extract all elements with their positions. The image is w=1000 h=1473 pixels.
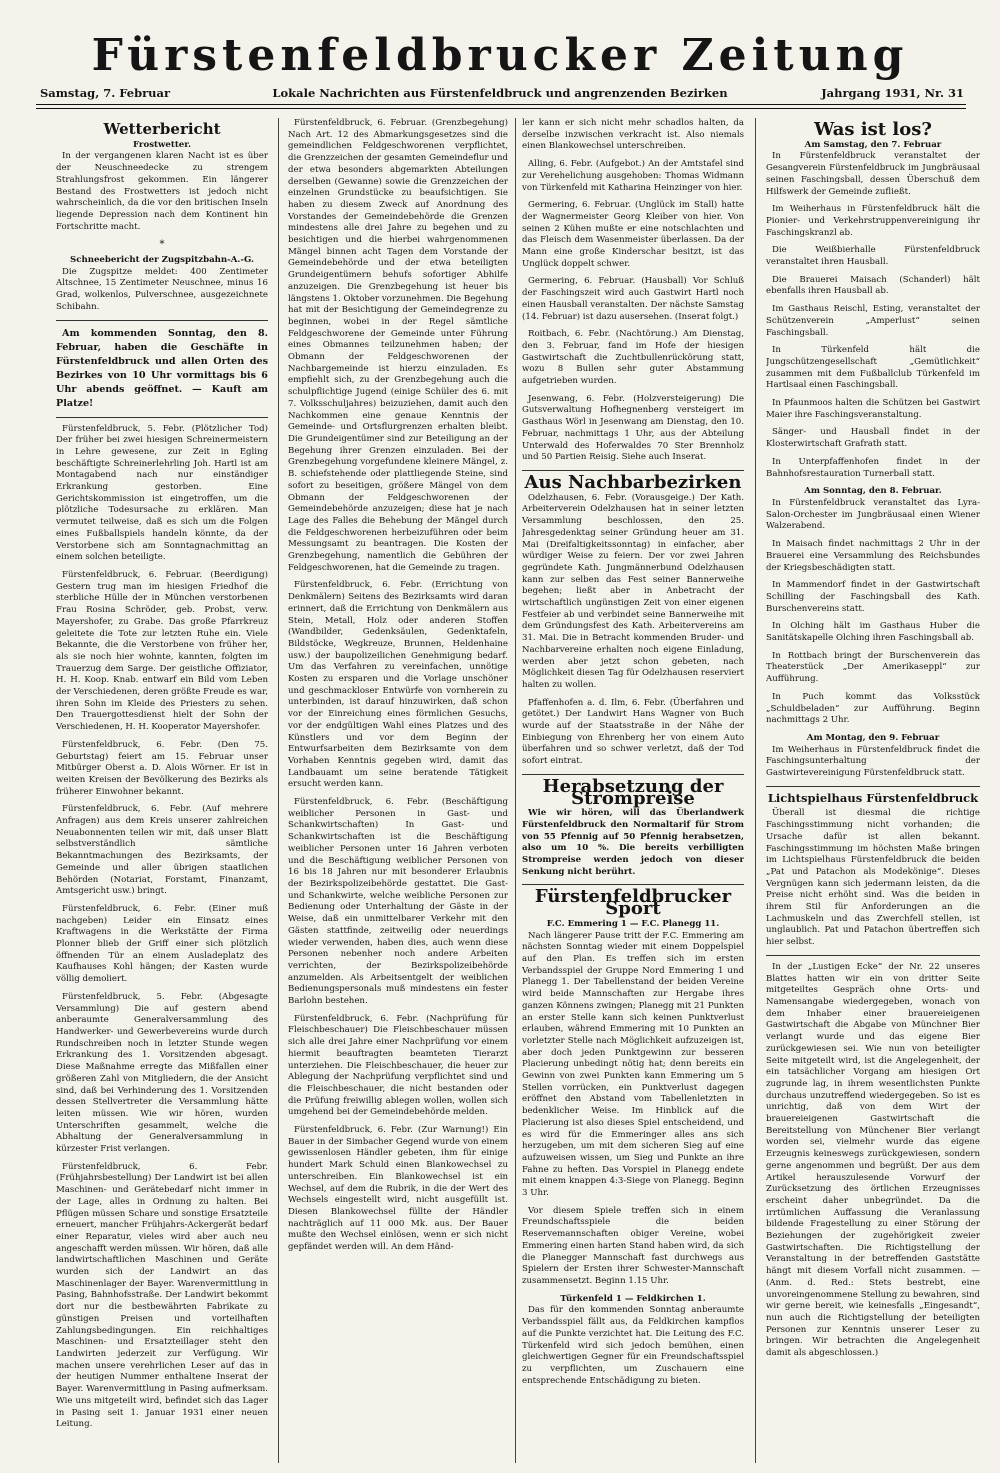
column-divider bbox=[515, 118, 516, 1463]
events-date: Am Samstag, den 7. Februar bbox=[804, 139, 942, 150]
masthead bbox=[0, 0, 1000, 120]
event: In Maisach findet nachmittags 2 Uhr in der Brauerei eine Versammlung des Reichsbundes der Kriegsbeschädigten statt. bbox=[766, 539, 980, 573]
masthead-rule bbox=[36, 104, 966, 105]
article: Fürstenfeldbruck, 6. Februar. (Beerdigung) Gestern trug man im hiesigen Friedhof die sterbliche Hülle der in München verstorbenen Frau Rosina Schröder, geb. Probst, verw. Mayershofer, zu Grabe. Das große Pfarrkreuz geleitete die Tote zur letzten Ruhe ein. Viele Bekannte, die die Verstorbene von früher her, als sie noch hier wohnte, kannten, folgten im Trauerzug dem Sarge. Der geistliche Offiziator, H. H. Koop. Knab. entwarf ein Bild vom Leben der Verschiedenen, deren größte Freude es war, ihren Sohn im Kleide des Priesters zu sehen. Den Trauergottesdienst hielt der Sohn der Verschiedenen, H. H. Kooperator Mayershofer. bbox=[56, 569, 268, 733]
issue-date: Samstag, 7. Februar bbox=[40, 86, 171, 100]
events-date: Am Sonntag, den 8. Februar. bbox=[804, 486, 942, 497]
article: Pfaffenhofen a. d. Ilm, 6. Febr. (Überfahren und getötet.) Der Landwirt Hans Wagner von Buch wurde auf der Staatsstraße in der Nähe der Einbiegung von Ehrenberg her von einem Auto überfahren und so schwer verletzt, daß der Tod sofort eintrat. bbox=[522, 697, 744, 767]
column-1: Wetterbericht Frostwetter. In der vergangenen klaren Nacht ist es über der Neuschneedecke zu strengem Strahlungsfrost gekommen. Ein längerer Bestand des Frostwetters ist jedoch nicht wahrscheinlich, da die vor den britischen Inseln liegende Depression nach dem Kontinent hin Fortschritte macht. * Schneebericht der Zugspitzbahn-A.-G. Die Zugspitze meldet: 400 Zentimeter Altschnee, 15 Zentimeter Neuschnee, minus 16 Grad, wolkenlos, Pulverschnee, ausgezeichnete Schibahn. Am kommenden Sonntag, den 8. Februar, haben die Geschäfte in Fürstenfeldbruck und allen Orten des Bezirkes von 10 Uhr vormittags bis 6 Uhr abends geöffnet. — Kauft am Platze! Fürstenfeldbruck, 5. Febr. (Plötzlicher Tod) Der früher bei zwei hiesigen Schreinermeistern in Lehre gewesene, zur Zeit in Egling beschäftigte Schreinerlehrling Joh. Hartl ist am Montagabend nach nur einständiger Erkrankung gestorben. Eine Gerichtskommission ist eingetroffen, um die plötzliche Todesursache zu erklären. Man vermutet teilweise, daß es sich um die Folgen eines Fußballspiels handeln könnte, da der Verstorbene sich am Sonntagnachmittag an einem solchen beteiligte. Fürstenfeldbruck, 6. Februar. (Beerdigung) Gestern trug man im hiesigen Friedhof die sterbliche Hülle der in München verstorbenen Frau Rosina Schröder, geb. Probst, verw. Mayershofer, zu Grabe. Das große Pfarrkreuz geleitete die Tote zur letzten Ruhe ein. Viele Bekannte, die die Verstorbene von früher her, als sie noch hier wohnte, kannten, folgten im Trauerzug dem Sarge. Der geistliche Offiziator, H. H. Koop. Knab. entwarf ein Bild vom Leben der Verschiedenen, deren größte Freude es war, ihren Sohn im Kleide des Priesters zu sehen. Den Trauergottesdienst hielt der Sohn der Verschiedenen, H. H. Kooperator Mayershofer. Fürstenfeldbruck, 6. Febr. (Den 75. Geburtstag) feiert am 15. Februar unser Mitbürger Oberst a. D. Alois Wörner. Er ist in weiten Kreisen der Bevölkerung des Bezirks als früherer Einwohner bekannt. Fürstenfeldbruck, 6. Febr. (Auf mehrere Anfragen) aus dem Kreis unserer zahlreichen Neuabonnenten teilen wir mit, daß unser Blatt selbstverständlich sämtliche Bekanntmachungen des Bezirksamts, der Gemeinde und aller übrigen staatlichen Behörden (Notariat, Forstamt, Finanzamt, Amtsgericht usw.) bringt. Fürstenfeldbruck, 6. Febr. (Einer muß nachgeben) Leider ein Einsatz eines Kraftwagens in die Werkstätte der Firma Plonner blieb der Griff einer sich plötzlich öffnenden Tür an einem Ausladeplatz des Kaufhauses Kohl hängen; der Kasten wurde völlig demoliert. Fürstenfeldbruck, 5. Febr. (Abgesagte Versammlung) Die auf gestern abend anberaumte Generalversammlung des Handwerker- und Gewerbevereins wurde durch Rundschreiben noch in letzter Stunde wegen Erkrankung des 1. Vorsitzenden abgesagt. Diese Maßnahme erregte das Mißfallen einer größeren Zahl von Mitgliedern, die der Ansicht sind, daß bei Verhinderung des 1. Vorsitzenden dessen Stellvertreter die Versammlung hätte leiten müssen. Wie wir hören, wurden Unterschriften gesammelt, welche die Abhaltung der Generalversammlung in kürzester Frist verlangen. Fürstenfeldbruck, 6. Febr. (Frühjahrsbestellung) Der Landwirt ist bei allen Maschinen- und Gerätebedarf nicht immer in der Lage, alles in Ordnung zu halten. Bei Pflügen müssen Schare und sonstige Ersatzteile erneuert, mancher Frühjahrs-Ackergerät bedarf einer Reparatur, vieles wird aber auch neu angeschafft werden müssen. Wir hören, daß alle landwirtschaftlichen Maschinen und Geräte wurden sich der Landwirt an das Maschinenlager der Bayer. Warenvermittlung in Pasing, Bahnhofsstraße. Der Landwirt bekommt dort nur die bestbewährten Fabrikate zu günstigen Preisen und vorteilhaften Zahlungsbedingungen. Ein reichhaltiges Maschinen- und Ersatzteillager steht den Landwirten jederzeit zur Verfügung. Wir machen unsere verehrlichen Leser auf das in der heutigen Nummer enthaltene Inserat der Bayer. Warenvermittlung in Pasing aufmerksam. Wie uns mitgeteilt wird, befindet sich das Lager in Pasing seit 1. Januar 1931 einer neuen Leitung. bbox=[56, 120, 268, 1430]
event: In Pfaunmoos halten die Schützen bei Gastwirt Maier ihre Faschingsveranstaltung. bbox=[766, 398, 980, 420]
snow-report-heading: Schneebericht der Zugspitzbahn-A.-G. bbox=[70, 255, 254, 266]
article: Alling, 6. Febr. (Aufgebot.) An der Amtstafel sind zur Verehelichung ausgehoben: Thomas Widmann von Türkenfeld mit Katharina Heinzinger von hier. bbox=[522, 159, 744, 193]
cinema-text: Überall ist diesmal die richtige Faschingsstimmung nicht vorhanden; die Ursache dafür ist allen bekannt. Faschingsstimmung im höchsten Maße bringen im Lichtspielhaus Fürstenfeldbruck die beiden „Pat und Patachon als Modekönige“. Dieses Vergnügen kann sich jedermann leisten, da die Preise nicht erhöht sind. Was die beiden in ihrem Stil für Anforderungen an die Lachmuskeln und das Zwerchfell stellen, ist unglaublich. Pat und Patachon übertreffen sich hier selbst. bbox=[766, 808, 980, 948]
column-divider bbox=[278, 118, 279, 1463]
article-continued: ler kann er sich nicht mehr schadlos halten, da derselbe inzwischen verkracht ist. Also niemals einen Blankowechsel unterschreiben. bbox=[522, 118, 744, 152]
article: Fürstenfeldbruck, 6. Febr. (Den 75. Geburtstag) feiert am 15. Februar unser Mitbürger Oberst a. D. Alois Wörner. Er ist in weiten Kreisen der Bevölkerung des Bezirks als früherer Einwohner bekannt. bbox=[56, 739, 268, 797]
electricity-price-text: Wie wir hören, will das Überlandwerk Fürstenfeldbruck den Normaltarif für Strom von 55 Pfennig auf 50 Pfennig herabsetzen, also um 10 %. Die bereits verbilligten Strompreise werden jedoch von dieser Senkung nicht berührt. bbox=[522, 808, 744, 877]
article: Germering, 6. Februar. (Unglück im Stall) hatte der Wagnermeister Georg Kleiber von hier. Von seinen 2 Kühen mußte er eine notschlachten und das Fleisch dem Wasenmeister überlassen. Da der Mann eine große Kinderschar besitzt, ist das Unglück doppelt schwer. bbox=[522, 200, 744, 269]
event: In Fürstenfeldbruck veranstaltet das Lyra-Salon-Orchester im Jungbräusaal einen Wiener Walzerabend. bbox=[766, 497, 980, 532]
article: Odelzhausen, 6. Febr. (Vorausgeige.) Der Kath. Arbeiterverein Odelzhausen hat in seiner letzten Versammlung beschlossen, den 25. Jahresgedenktag seiner Gründung heuer am 31. Mai (Dreifaltigkeitssonntag) in einfacher, aber würdiger Weise zu feiern. Der vor zwei Jahren gegründete Kath. Jungmännerbund Odelzhausen kann zur selben das Fest seiner Bannerweihe begehen; ließt aber in Anbetracht der wirtschaftlich ungünstigen Zeit von einer eigenen Festfeier ab und verbindet seine Bannerweihe mit dem Gründungsfest des Kath. Arbeitervereins am 31. Mai. Die in Betracht kommenden Bruder- und Nachbarvereine erhalten noch eigene Einladung, werden aber jetzt schon gebeten, nach Möglichkeit diesen Tag für Odelzhausen reserviert halten zu wollen. bbox=[522, 492, 744, 690]
masthead-rule-2 bbox=[36, 108, 966, 109]
event: Im Weiherhaus in Fürstenfeldbruck hält die Pionier- und Verkehrstruppenvereinigung ihr Faschingskranzl ab. bbox=[766, 204, 980, 238]
article: Fürstenfeldbruck, 6. Febr. (Frühjahrsbestellung) Der Landwirt ist bei allen Maschinen- und Gerätebedarf nicht immer in der Lage, alles in Ordnung zu halten. Bei Pflügen müssen Schare und sonstige Ersatzteile erneuert, mancher Frühjahrs-Ackergerät bedarf einer Reparatur, vieles wird aber auch neu angeschafft werden müssen. Wir hören, daß alle landwirtschaftlichen Maschinen und Geräte wurden sich der Landwirt an das Maschinenlager der Bayer. Warenvermittlung in Pasing, Bahnhofsstraße. Der Landwirt bekommt dort nur die bestbewährten Fabrikate zu günstigen Preisen und vorteilhaften Zahlungsbedingungen. Ein reichhaltiges Maschinen- und Ersatzteillager steht den Landwirten jederzeit zur Verfügung. Wir machen unsere verehrlichen Leser auf das in der heutigen Nummer enthaltene Inserat der Bayer. Warenvermittlung in Pasing aufmerksam. Wie uns mitgeteilt wird, befindet sich das Lager in Pasing seit 1. Januar 1931 einer neuen Leitung. bbox=[56, 1161, 268, 1430]
article: Jesenwang, 6. Febr. (Holzversteigerung) Die Gutsverwaltung Hofhegnenberg versteigert im Gasthaus Wörl in Jesenwang am Dienstag, den 10. Februar, nachmittags 1 Uhr, aus der Abteilung Unterwald des Hoferwaldes 70 Ster Brennholz und 50 Partien Reisig. Siehe auch Inserat. bbox=[522, 393, 744, 463]
column-4 bbox=[766, 118, 980, 1463]
event: In Unterpfaffenhofen findet in der Bahnhofsrestauration Turnerball statt. bbox=[766, 456, 980, 479]
weather-text: In der vergangenen klaren Nacht ist es über der Neuschneedecke zu strengem Strahlungsfrost gekommen. Ein längerer Bestand des Frostwetters ist jedoch nicht wahrscheinlich, da die vor den britischen Inseln liegende Depression nach dem Kontinent hin Fortschritte macht. bbox=[56, 151, 268, 232]
article: Fürstenfeldbruck, 6. Febr. (Beschäftigung weiblicher Personen in Gast- und Schankwirtschaften) In Gast- und Schankwirtschaften ist die Beschäftigung weiblicher Personen unter 16 Jahren verboten und die Beschäftigung weiblicher Personen von 16 bis 18 Jahren nur mit besonderer Erlaubnis der Bezirkspolizeibehörde gestattet. Die Gast- und Schankwirte, welche weibliche Personen zur Bedienung oder Unterhaltung der Gäste in der Weise, daß ein unmittelbarer Verkehr mit den Gästen stattfinde, zeitweilig oder neuerdings wieder verwenden, haben dies, auch wenn diese Personen nebenher noch andere Arbeiten verrichten, der Bezirkspolizeibehörde anzumelden. Als Arbeitsentgelt der weiblichen Bedienungspersonals muß mindestens ein fester Barlohn bestehen. bbox=[288, 797, 508, 1007]
event: Im Gasthaus Reischl, Esting, veranstaltet der Schützenverein „Amperlust“ seinen Faschingsball. bbox=[766, 304, 980, 338]
columns bbox=[56, 118, 980, 1463]
column-divider bbox=[755, 118, 756, 1463]
article: Fürstenfeldbruck, 5. Febr. (Plötzlicher Tod) Der früher bei zwei hiesigen Schreinermeistern in Lehre gewesene, zur Zeit in Egling beschäftigte Schreinerlehrling Joh. Hartl ist am Montagabend nach nur einständiger Erkrankung gestorben. Eine Gerichtskommission ist eingetroffen, um die plötzliche Todesursache zu erklären. Man vermutet teilweise, daß es sich um die Folgen eines Fußballspiels handeln könnte, da der Verstorbene sich am Sonntagnachmittag an einem solchen beteiligte. bbox=[56, 423, 268, 563]
event: Sänger- und Hausball findet in der Klosterwirtschaft Grafrath statt. bbox=[766, 427, 980, 450]
column-3 bbox=[522, 118, 744, 1463]
article: Roitbach, 6. Febr. (Nachtörung.) Am Dienstag, den 3. Februar, fand im Hofe der hiesigen Gastwirtschaft die Zuchtbullenrückörung statt, wozu 8 Bullen sehr guter Abstammung aufgetrieben wurden. bbox=[522, 329, 744, 387]
event: In Mammendorf findet in der Gastwirtschaft Schilling der Faschingsball des Kath. Burschenvereins statt. bbox=[766, 580, 980, 614]
sport-text: Das für den kommenden Sonntag anberaumte Verbandsspiel fällt aus, da Feldkirchen kampflos auf die Punkte verzichtet hat. Die Leitung des F.C. Türkenfeld wird sich jedoch bemühen, einen gleichwertigen Gegner für ein Freundschaftsspiel zu verpflichten, um Zuschauern eine entsprechende Entschädigung zu bieten. bbox=[522, 1305, 744, 1386]
shop-announcement: Am kommenden Sonntag, den 8. Februar, haben die Geschäfte in Fürstenfeldbruck und allen Orten des Bezirkes von 10 Uhr vormittags bis 6 Uhr abends geöffnet. — Kauft am Platze! bbox=[56, 327, 268, 409]
cinema-heading: Lichtspielhaus Fürstenfeldbruck bbox=[767, 790, 979, 805]
article: Germering, 6. Februar. (Hausball) Vor Schluß der Faschingszeit wird auch Gastwirt Hartl noch einen Hausball veranstalten. Der nächste Samstag (14. Februar) ist dazu ausersehen. (Inserat folgt.) bbox=[522, 276, 744, 322]
match-heading: Türkenfeld 1 — Feldkirchen 1. bbox=[560, 1293, 706, 1304]
sport-text: Nach längerer Pause tritt der F.C. Emmering am nächsten Sonntag wieder mit einem Doppelspiel auf den Plan. Es treffen sich im ersten Verbandsspiel der Gruppe Nord Emmering 1 und Planegg 1. Der Tabellenstand der beiden Vereine wird beide Mannschaften zur Hergabe ihres ganzen Könnens zwingen; Planegg mit 21 Punkten an erster Stelle kann sich keinen Punktverlust erlauben, während Emmering mit 10 Punkten an vorletzter Stelle nach Möglichkeit aufzuzeigen ist, aber doch jeden Punktgewinn zur besseren Placierung unbedingt nötig hat; denn bereits ein Gewinn von zwei Punkten kann Emmering um 5 Stellen vorrücken, ein Punktverlust dagegen eröffnet den Abstand vom Tabellenletzten in bedenklicher Weise. Im Hinblick auf die Placierung ist also dieses Spiel entscheidend, und es wird für die Emmeringer alles ans sich herzugeben, um mit dem sicheren Sieg auf eine aufzuweisen wissen, um Sieg und Punkte an ihre Fahne zu heften. Das Vorspiel in Planegg endete mit einem knappen 4:3-Siege von Planegg. Beginn 3 Uhr. bbox=[522, 930, 744, 1199]
newspaper-title: Fürstenfeldbrucker Zeitung bbox=[91, 30, 909, 81]
article: Fürstenfeldbruck, 5. Febr. (Abgesagte Versammlung) Die auf gestern abend anberaumte Generalversammlung des Handwerker- und Gewerbevereins wurde durch Rundschreiben noch in letzter Stunde wegen Erkrankung des 1. Vorsitzenden abgesagt. Diese Maßnahme erregte das Mißfallen einer größeren Zahl von Mitgliedern, die der Ansicht sind, daß bei Verhinderung des 1. Vorsitzenden dessen Stellvertreter die Versammlung hätte leiten müssen. Wie wir hören, wurden Unterschriften gesammelt, welche die Abhaltung der Generalversammlung in kürzester Frist verlangen. bbox=[56, 991, 268, 1155]
event: In Türkenfeld hält die Jungschützengesellschaft „Gemütlichkeit“ zusammen mit dem Fußballclub Türkenfeld im Hartlsaal einen Faschingsball. bbox=[766, 345, 980, 391]
article: Fürstenfeldbruck, 6. Febr. (Zur Warnung!) Ein Bauer in der Simbacher Gegend wurde von einem gewissenlosen Händler gebeten, ihm für einige hundert Mark Schuld einen Blankowechsel zu unterschreiben. Ein Blankowechsel ist ein Wechsel, auf dem die Rubrik, in die der Wert des Wechsels eingestellt wird, nicht ausgefüllt ist. Diesen Blankowechsel füllte der Händler nachträglich auf 11 000 Mk. aus. Der Bauer mußte den Wechsel einlösen, wenn er sich nicht gepfändet werden will. An dem Händ- bbox=[288, 1125, 508, 1253]
weather-heading: Wetterbericht bbox=[103, 120, 221, 138]
electricity-price-heading: Herabsetzung der Strompreise bbox=[542, 775, 724, 809]
article: Fürstenfeldbruck, 6. Febr. (Auf mehrere Anfragen) aus dem Kreis unserer zahlreichen Neuabonnenten teilen wir mit, daß unser Blatt selbstverständlich sämtliche Bekanntmachungen des Bezirksamts, der Gemeinde und aller übrigen staatlichen Behörden (Notariat, Forstamt, Finanzamt, Amtsgericht usw.) bringt. bbox=[56, 804, 268, 897]
article: Fürstenfeldbruck, 6. Febr. (Errichtung von Denkmälern) Seitens des Bezirksamts wird daran erinnert, daß die Errichtung von Denkmälern aus Stein, Metall, Holz oder anderen Stoffen (Wandbilder, Gedenksäulen, Gedenktafeln, Bildstöcke, Wegkreuze, Brunnen, Heldenhaine usw.) der baupolizeilichen Genehmigung bedarf. Um das Verfahren zu vereinfachen, unnötige Kosten zu ersparen und die Vorlage unschöner und geschmackloser Entwürfe von vornherein zu unterbinden, ist darauf hinzuwirken, daß schon vor der Einreichung eines förmlichen Gesuchs, vor der endgültigen Wahl eines Platzes und des Künstlers und vor dem Beginn der Entwurfsarbeiten dem Bezirksamte von dem Vorhaben Kenntnis gegeben wird, damit das Landbauamt um seine beratende Tätigkeit ersucht werden kann. bbox=[288, 580, 508, 790]
weather-subheading: Frostwetter. bbox=[132, 139, 192, 150]
article: Fürstenfeldbruck, 6. Febr. (Einer muß nachgeben) Leider ein Einsatz eines Kraftwagens in die Werkstätte der Firma Plonner blieb der Griff einer sich plötzlich öffnenden Tür an einem Ausladeplatz des Kaufhauses Kohl hängen; der Kasten wurde völlig demoliert. bbox=[56, 903, 268, 985]
events-date: Am Montag, den 9. Februar bbox=[806, 732, 940, 743]
match-heading: F.C. Emmering 1 — F.C. Planegg 11. bbox=[546, 918, 720, 929]
event: Die Brauerei Maisach (Schanderl) hält ebenfalls ihren Hausball ab. bbox=[766, 274, 980, 297]
neighbour-districts-heading: Aus Nachbarbezirken bbox=[524, 471, 742, 493]
issue-number: Jahrgang 1931, Nr. 31 bbox=[821, 86, 964, 100]
article: Fürstenfeldbruck, 6. Februar. (Grenzbegehung) Nach Art. 12 des Abmarkungsgesetzes sind die gemeindlichen Feldgeschworenen verpflichtet, die Grenzzeichen der gesamten Gemeindeflur und der etwa besonders abgemarkten Abteilungen derselben (Gewanne) sowie die Grenzzeichen der einzelnen Grundstücke zu beaufsichtigen. Sie haben zu diesem Zweck auf Anordnung des Vorstandes der Gemeindebehörde die Grenzen mindestens alle drei Jahre zu begehen und zu besichtigen und die hierbei wahrgenommenen Mängel binnen acht Tagen dem Vorstande der Gemeindebehörde und der etwa beteiligten Grundeigentümern behufs sofortiger Abhilfe anzuzeigen. Die Grenzbegehung ist heuer bis längstens 1. Oktober vorzunehmen. Die Begehung hat mit der Besichtigung der Gemeindegrenze zu beginnen, wobei in der Regel sämtliche Feldgeschworene der Gemeinde unter Führung eines Obmannes teilzunehmen haben; der Obmann der Feldgeschworenen der Nachbargemeinde ist hierzu einzuladen. Es empfiehlt sich, zu der Grenzbegehung auch die schulpflichtige Jugend (einige Schüler des 6. mit 7. Volksschuljahres) beizuziehen, damit auch den Nachkommen eine genaue Kenntnis der Gemeinde- und Ortsflurgrenzen erhalten bleibt. Die Grundeigentümer sind zur Beteiligung an der Begehung ihrer Grenzen einzuladen. Bei der Grenzbegehung vorgefundene kleinere Mängel, z. B. schiefstehende oder plattliegende Steine, sind sofort zu beseitigen, größere Mängel von dem Obmann der Feldgeschworenen der Gemeindebehörde anzuzeigen; diese hat je nach Lage des Falles die Behebung der Mängel durch die Feldgeschworenen herbeizuführen oder beim Messungsamt zu beantragen. Die Kosten der Grenzbegehung, namentlich die Gebühren der Feldgeschworenen, hat die Gemeinde zu tragen. bbox=[288, 118, 508, 573]
sport-heading: Fürstenfeldbrucker Sport bbox=[534, 886, 732, 920]
event: Im Weiherhaus in Fürstenfeldbruck findet die Faschingsunterhaltung der Gastwirtevereinigung Fürstenfeldbruck statt. bbox=[766, 744, 980, 779]
event: In Puch kommt das Volksstück „Schuldbeladen“ zur Aufführung. Beginn nachmittags 2 Uhr. bbox=[766, 691, 980, 726]
correction-text: In der „Lustigen Ecke“ der Nr. 22 unseres Blattes hatten wir ein von dritter Seite mitgeteiltes Gespräch ohne Orts- und Namensangabe wiedergegeben, wonach von dem Inhaber einer brauereieigenen Gastwirtschaft die Abgabe von Münchner Bier verlangt wurde und das eigene Bier zurückgewiesen sei. Wie nun von beteiligter Seite mitgeteilt wird, ist die Angelegenheit, der ein tatsächlicher Vorgang am hiesigen Ort zugrunde lag, in ihrem wesentlichsten Punkte durchaus unzutreffend wiedergegeben. So ist es unrichtig, daß von dem Wirt der brauereieigenen Gastwirtschaft die Bereitstellung von Münchener Bier verlangt worden sei, vielmehr wurde das eigene Erzeugnis keineswegs zurückgewiesen, sondern gerne angenommen und begrüßt. Der aus dem Artikel herauszulesende Vorwurf der Zurücksetzung des örtlichen Erzeugnisses erscheint daher unbegründet. Da die irrtümlichen Auffassung die Veranlassung bildende Fragestellung zu einer Störung der Beziehungen der zugehörigkeit zweier Gastwirtschaften. Die Richtigstellung der Veranstaltung in der betreffenden Gaststätte hängt mit diesem Vorfall nicht zusammen. — (Anm. d. Red.: Stets bestrebt, eine unvoreingenommene Stellung zu bewahren, sind wir gerne bereit, wie keinesfalls „Eingesandt“, nun auch die Richtigstellung der beteiligten Personen zur Kenntnis unserer Leser zu bringen. Wir betrachten die Angelegenheit damit als abgeschlossen.) bbox=[766, 961, 980, 1359]
event: In Fürstenfeldbruck veranstaltet der Gesangverein Fürstenfeldbruck im Jungbräusaal seinen Faschingsball, dessen Überschuß dem Hilfswerk der Gemeinde zufließt. bbox=[766, 151, 980, 197]
article: Fürstenfeldbruck, 6. Febr. (Nachprüfung für Fleischbeschauer) Die Fleischbeschauer müssen sich alle drei Jahre einer Nachprüfung vor einem hiermit beauftragten beamteten Tierarzt unterziehen. Die Fleischbeschauer, die heuer zur Ablegung der Nachprüfung verpflichtet sind und die Fleischbeschauer, die nicht bestanden oder die Prüfung freiwillig ablegen wollen, wollen sich umgehend bei der Gemeindebehörde melden. bbox=[288, 1013, 508, 1118]
events-heading: Was ist los? bbox=[814, 119, 932, 140]
column-2 bbox=[288, 118, 508, 1463]
newspaper-subtitle: Lokale Nachrichten aus Fürstenfeldbruck und angrenzenden Bezirken bbox=[272, 86, 728, 100]
snow-report-text: Die Zugspitze meldet: 400 Zentimeter Altschnee, 15 Zentimeter Neuschnee, minus 16 Grad, wolkenlos, Pulverschnee, ausgezeichnete Schibahn. bbox=[56, 266, 268, 312]
event: In Rottbach bringt der Burschenverein das Theaterstück „Der Amerikaseppl“ zur Aufführung. bbox=[766, 650, 980, 685]
event: In Olching hält im Gasthaus Huber die Sanitätskapelle Olching ihren Faschingsball ab. bbox=[766, 621, 980, 644]
event: Die Weißbierhalle Fürstenfeldbruck veranstaltet ihren Hausball. bbox=[766, 245, 980, 268]
sport-text: Vor diesem Spiele treffen sich in einem Freundschaftsspiele die beiden Reservemannschaften obiger Vereine, wobei Emmering einen harten Stand haben wird, da sich die Planegger Mannschaft fast durchwegs aus Spielern der Ersten ihrer Schwester-Mannschaft zusammensetzt. Beginn 1.15 Uhr. bbox=[522, 1205, 744, 1286]
